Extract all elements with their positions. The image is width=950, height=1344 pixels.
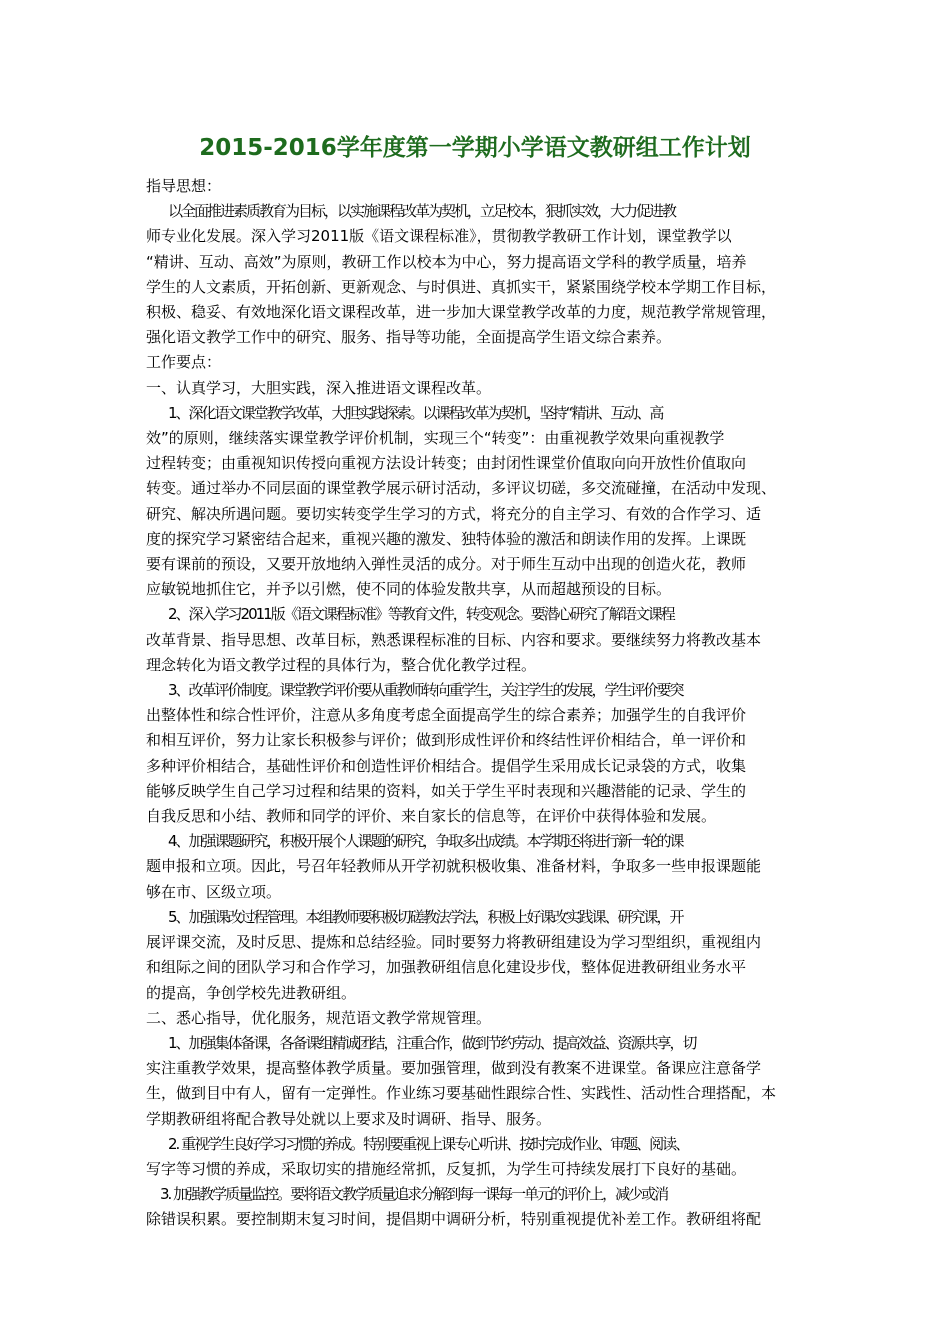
paragraph-line: 和相互评价，努力让家长积极参与评价；做到形成性评价和终结性评价相结合，单一评价和 <box>146 731 747 750</box>
section-heading: 指导思想： <box>146 177 222 195</box>
paragraph-line: 转变。通过举办不同层面的课堂教学展示研讨活动，多评议切磋，多交流碰撞，在活动中发现、 <box>146 479 777 498</box>
paragraph-line: 2、深入学习2011版《语文课程标准》等教育文件，转变观念。要潜心研究了解语文课程 <box>168 605 674 624</box>
paragraph-line: 研究、解决所遇问题。要切实转变学生学习的方式，将充分的自主学习、有效的合作学习、适 <box>146 504 762 523</box>
paragraph-line: 应敏锐地抓住它，并予以引燃，使不同的体验发散共享，从而超越预设的目标。 <box>146 580 672 599</box>
paragraph-line: 题申报和立项。因此，号召年轻教师从开学初就积极收集、准备材料，争取多一些申报课题能 <box>146 857 762 876</box>
paragraph-line: 写字等习惯的养成，采取切实的措施经常抓，反复抓，为学生可持续发展打下良好的基础。 <box>146 1159 747 1178</box>
paragraph-line: 3. 加强教学质量监控。要将语文教学质量追求分解到每一课每一单元的评价上，减少或消 <box>160 1185 668 1204</box>
paragraph-line: 强化语文教学工作中的研究、服务、指导等功能，全面提高学生语文综合素养。 <box>146 328 672 347</box>
paragraph-line: 学期教研组将配合教导处就以上要求及时调研、指导、服务。 <box>146 1109 552 1128</box>
paragraph-line: 1、加强集体备课，各备课组精诚团结，注重合作，做到节约劳动、提高效益、资源共享，切 <box>168 1033 696 1052</box>
paragraph-line: 改革背景、指导思想、改革目标，熟悉课程标准的目标、内容和要求。要继续努力将教改基本 <box>146 630 762 649</box>
paragraph-line: 1、深化语文课堂教学改革，大胆实践探索。以课程改革为契机，坚持“精讲、互动、高 <box>168 403 663 422</box>
document-title: 2015-2016学年度第一学期小学语文教研组工作计划 <box>199 135 751 161</box>
paragraph-line: 除错误积累。要控制期末复习时间，提倡期中调研分析，特别重视提优补差工作。教研组将配 <box>146 1210 762 1229</box>
section-heading: 一、认真学习，大胆实践，深入推进语文课程改革。 <box>146 378 492 397</box>
paragraph-line: 生，做到目中有人，留有一定弹性。作业练习要基础性跟综合性、实践性、活动性合理搭配，本 <box>146 1084 777 1103</box>
document-body <box>146 174 818 1233</box>
paragraph-line: 展评课交流，及时反思、提炼和总结经验。同时要努力将教研组建设为学习型组织，重视组内 <box>146 933 762 952</box>
paragraph-line: 能够反映学生自己学习过程和结果的资料，如关于学生平时表现和兴趣潜能的记录、学生的 <box>146 781 747 800</box>
paragraph-line: 师专业化发展。深入学习2011版《语文课程标准》，贯彻教学教研工作计划，课堂教学以 <box>146 227 732 246</box>
paragraph-line: 实注重教学效果，提高整体教学质量。要加强管理，做到没有教案不进课堂。备课应注意备学 <box>146 1059 762 1078</box>
paragraph-line: 4、加强课题研究，积极开展个人课题的研究，争取多出成绩。本学期还将进行新一轮的课 <box>168 832 683 851</box>
paragraph-line: 3、改革评价制度。课堂教学评价要从重教师转向重学生，关注学生的发展，学生评价要突 <box>168 681 683 700</box>
paragraph-line: 5、加强课改过程管理。本组教师要积极切磋教法学法，积极上好课改实践课、研究课，开 <box>168 907 683 926</box>
paragraph-line: 自我反思和小结、教师和同学的评价、来自家长的信息等，在评价中获得体验和发展。 <box>146 807 717 826</box>
paragraph-line: “精讲、互动、高效”为原则，教研工作以校本为中心，努力提高语文学科的教学质量，培养 <box>146 252 747 271</box>
section-heading: 工作要点： <box>146 353 222 372</box>
paragraph-line: 的提高，争创学校先进教研组。 <box>146 983 357 1002</box>
paragraph-line: 2. 重视学生良好学习习惯的养成。特别要重视上课专心听讲、按时完成作业、审题、阅读、 <box>168 1134 689 1153</box>
paragraph-line: 理念转化为语文教学过程的具体行为，整合优化教学过程。 <box>146 655 537 674</box>
paragraph-line: 要有课前的预设，又要开放地纳入弹性灵活的成分。对于师生互动中出现的创造火花，教师 <box>146 555 747 574</box>
paragraph-line: 效”的原则，继续落实课堂教学评价机制，实现三个“转变”：由重视教学效果向重视教学 <box>146 429 725 448</box>
paragraph-line: 够在市、区级立项。 <box>146 882 282 901</box>
paragraph-line: 积极、稳妥、有效地深化语文课程改革，进一步加大课堂教学改革的力度，规范教学常规管理， <box>146 303 777 322</box>
paragraph-line: 以全面推进素质教育为目标，以实施课程改革为契机，立足校本，狠抓实效，大力促进教 <box>168 202 676 221</box>
section-heading: 二、悉心指导，优化服务，规范语文教学常规管理。 <box>146 1008 492 1027</box>
paragraph-line: 学生的人文素质，开拓创新、更新观念、与时俱进、真抓实干，紧紧围绕学校本学期工作目标， <box>146 277 777 296</box>
paragraph-line: 多种评价相结合，基础性评价和创造性评价相结合。提倡学生采用成长记录袋的方式，收集 <box>146 756 747 775</box>
paragraph-line: 度的探究学习紧密结合起来，重视兴趣的激发、独特体验的激活和朗读作用的发挥。上课既 <box>146 529 747 548</box>
paragraph-line: 和组际之间的团队学习和合作学习，加强教研组信息化建设步伐，整体促进教研组业务水平 <box>146 958 747 977</box>
paragraph-line: 过程转变；由重视知识传授向重视方法设计转变；由封闭性课堂价值取向向开放性价值取向 <box>146 454 747 473</box>
paragraph-line: 出整体性和综合性评价，注意从多角度考虑全面提高学生的综合素养；加强学生的自我评价 <box>146 706 747 725</box>
